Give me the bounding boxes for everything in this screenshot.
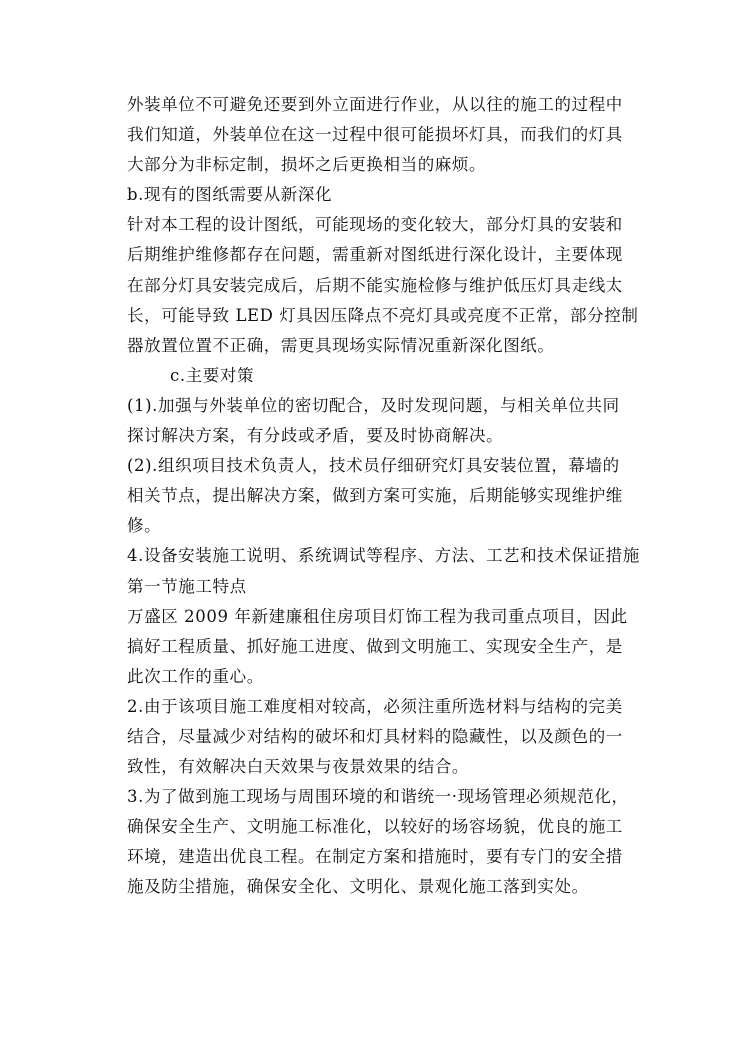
text-line: 结合，尽量减少对结构的破坏和灯具材料的隐藏性，以及颜色的一 xyxy=(127,726,623,746)
text-line: 致性，有效解决白天效果与夜景效果的结合。 xyxy=(127,757,469,777)
text-line: 长，可能导致 LED 灯具因压降点不亮灯具或亮度不正常，部分控制 xyxy=(127,305,639,325)
text-line: 施及防尘措施，确保安全化、文明化、景观化施工落到实处。 xyxy=(127,877,589,897)
text-line: 我们知道，外装单位在这一过程中很可能损坏灯具，而我们的灯具 xyxy=(127,125,623,145)
text-line: 第一节施工特点 xyxy=(127,576,247,596)
text-line: 在部分灯具安装完成后，后期不能实施检修与维护低压灯具走线太 xyxy=(127,275,623,295)
text-line: 修。 xyxy=(127,516,162,536)
document-body xyxy=(127,90,647,903)
text-line: 3.为了做到施工现场与周围环境的和谐统一·现场管理必须规范化， xyxy=(127,787,629,807)
text-line: 4.设备安装施工说明、系统调试等程序、方法、工艺和技术保证措施 xyxy=(127,546,640,566)
text-line: (1).加强与外装单位的密切配合，及时发现问题，与相关单位共同 xyxy=(127,395,620,415)
text-line: b.现有的图纸需要从新深化 xyxy=(127,185,333,205)
text-line: 搞好工程质量、抓好施工进度、做到文明施工、实现安全生产，是 xyxy=(127,636,623,656)
text-line: 相关节点，提出解决方案，做到方案可实施，后期能够实现维护维 xyxy=(127,486,623,506)
text-line: 确保安全生产、文明施工标准化，以较好的场容场貌，优良的施工 xyxy=(127,817,623,837)
text-line: 后期维护维修都存在问题，需重新对图纸进行深化设计，主要体现 xyxy=(127,245,623,265)
text-line: 2.由于该项目施工难度相对较高，必须注重所选材料与结构的完美 xyxy=(127,696,623,716)
text-line: 探讨解决方案，有分歧或矛盾，要及时协商解决。 xyxy=(127,426,504,446)
text-line: c.主要对策 xyxy=(170,365,255,385)
text-line: 万盛区 2009 年新建廉租住房项目灯饰工程为我司重点项目，因此 xyxy=(127,606,628,626)
text-line: 此次工作的重心。 xyxy=(127,666,264,686)
text-line: 外装单位不可避免还要到外立面进行作业，从以往的施工的过程中 xyxy=(127,95,623,114)
text-line: (2).组织项目技术负责人，技术员仔细研究灯具安装位置，幕墙的 xyxy=(127,456,620,476)
text-line: 针对本工程的设计图纸，可能现场的变化较大，部分灯具的安装和 xyxy=(127,215,623,235)
text-line: 环境，建造出优良工程。在制定方案和措施时，要有专门的安全措 xyxy=(127,847,623,867)
text-line: 器放置位置不正确，需更具现场实际情况重新深化图纸。 xyxy=(127,335,555,355)
text-line: 大部分为非标定制，损坏之后更换相当的麻烦。 xyxy=(127,155,487,175)
